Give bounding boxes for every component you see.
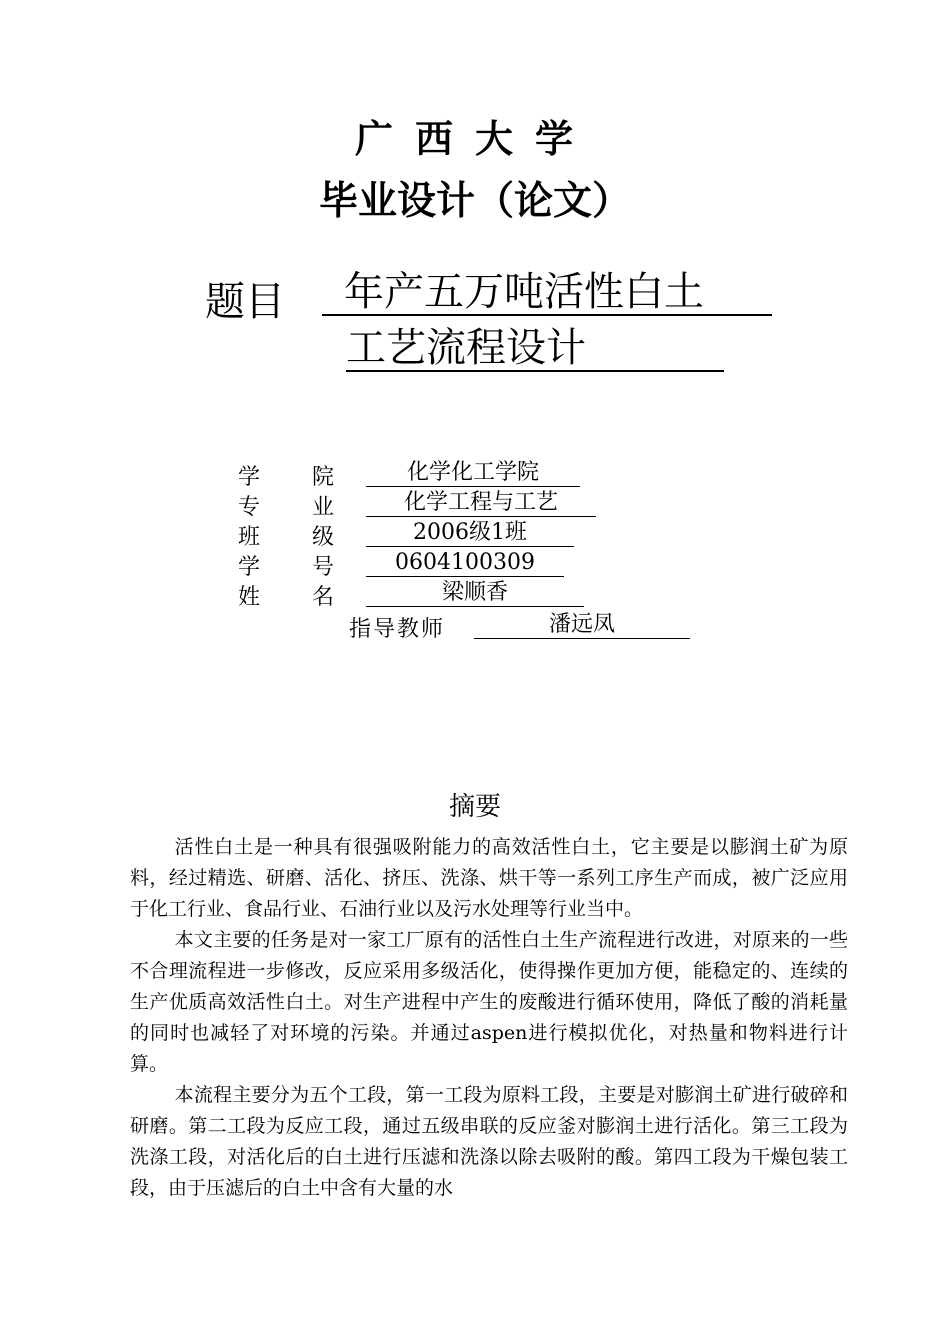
university-name: 广西大学 <box>354 117 595 161</box>
thesis-heading: 毕业设计（论文） <box>318 179 631 224</box>
college-value: 化学化工学院 <box>366 460 580 487</box>
major-label: 专业 <box>238 495 387 520</box>
info-row-advisor <box>0 612 950 642</box>
topic-label: 题目 <box>205 279 285 325</box>
class-value: 2006级1班 <box>366 520 574 547</box>
student-id-value: 0604100309 <box>366 550 564 577</box>
advisor-label: 指导教师 <box>349 617 446 642</box>
abstract-title: 摘要 <box>448 792 501 822</box>
topic-title-line-2: 工艺流程设计 <box>346 326 724 372</box>
major-value: 化学工程与工艺 <box>366 490 596 517</box>
abstract-paragraph: 本流程主要分为五个工段，第一工段为原料工段，主要是对膨润土矿进行破碎和研磨。第二工段为反应工段，通过五级串联的反应釜对膨润土进行活化。第三工段为洗涤工段，对活化后的白土进行压滤和洗涤以除去吸附的酸。第四工段为干燥包装工段，由于压滤后的白土中含有大量的水 <box>130 1084 848 1199</box>
info-row-major <box>0 490 950 520</box>
info-row-name <box>0 580 950 610</box>
topic-title-line-1: 年产五万吨活性白土 <box>322 270 772 316</box>
info-row-class <box>0 520 950 550</box>
abstract-paragraph: 活性白土是一种具有很强吸附能力的高效活性白土，它主要是以膨润土矿为原料，经过精选、研磨、活化、挤压、洗涤、烘干等一系列工序生产而成，被广泛应用于化工行业、食品行业、石油行业以及污水处理等行业当中。 <box>130 836 848 920</box>
name-label: 姓名 <box>238 585 387 610</box>
advisor-value: 潘远凤 <box>474 612 690 639</box>
abstract-body <box>130 832 848 1204</box>
college-label: 学院 <box>238 465 387 490</box>
info-row-student-id <box>0 550 950 580</box>
abstract-paragraph: 本文主要的任务是对一家工厂原有的活性白土生产流程进行改进，对原来的一些不合理流程进一步修改，反应采用多级活化，使得操作更加方便，能稳定的、连续的生产优质高效活性白土。对生产进程中产生的废酸进行循环使用，降低了酸的消耗量的同时也减轻了对环境的污染。并通过aspen进行模拟优化，对热量和物料进行计算。 <box>130 929 848 1075</box>
class-label: 班级 <box>238 525 387 550</box>
name-value: 梁顺香 <box>366 580 584 607</box>
info-row-college <box>0 460 950 490</box>
student-id-label: 学号 <box>238 555 387 580</box>
